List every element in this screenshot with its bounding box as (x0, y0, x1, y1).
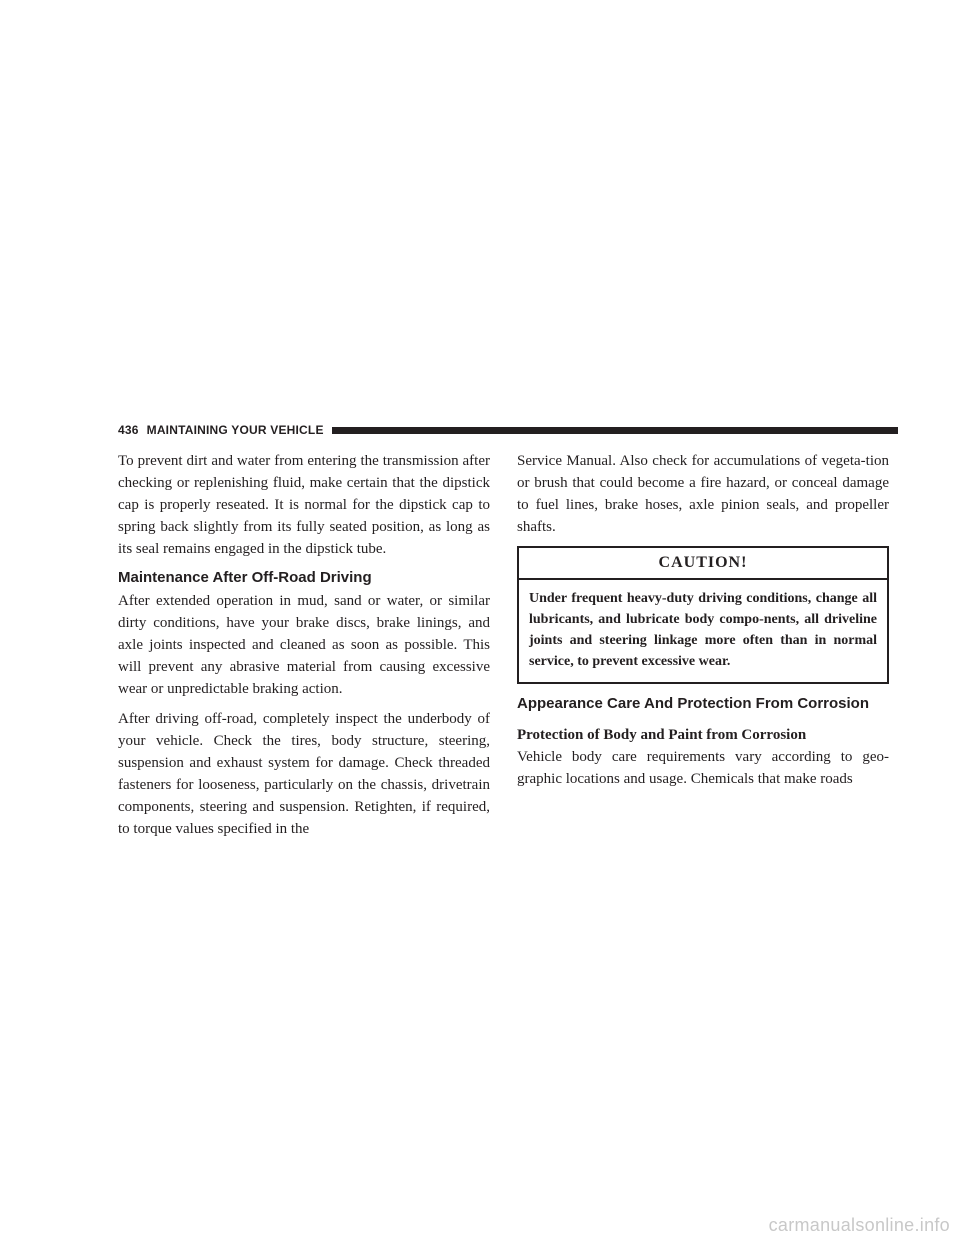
page-number: 436 (118, 423, 139, 437)
left-column (118, 450, 490, 848)
page-header (118, 421, 898, 439)
caution-title: CAUTION! (519, 548, 887, 580)
off-road-paragraph: After extended operation in mud, sand or water, or similar dirty conditions, have your brake discs, brake linings, and axle joints inspected and cleaned as soon as possible. This will prevent any abrasive material from causing excessive wear or unpredictable braking action. (118, 593, 490, 697)
right-column (517, 450, 889, 798)
caution-box (517, 546, 889, 684)
body-care-paragraph: Vehicle body care requirements vary according to geo-graphic locations and usage. Chemicals that make roads (517, 749, 889, 787)
section-title: MAINTAINING YOUR VEHICLE (146, 423, 324, 437)
caution-text: Under frequent heavy-duty driving conditions, change all lubricants, and lubricate body compo-nents, all driveline joints and steering linkage more often than in normal service, to prevent excessive wear. (529, 591, 877, 669)
transmission-paragraph: To prevent dirt and water from entering the transmission after checking or replenishing fluid, make certain that the dipstick cap is properly reseated. It is normal for the dipstick cap to spring back slightly from its fully seated position, as long as its seal remains engaged in the dipstick tube. (118, 453, 490, 557)
off-road-heading: Maintenance After Off-Road Driving (118, 569, 372, 586)
appearance-heading: Appearance Care And Protection From Corrosion (517, 695, 870, 712)
watermark-text: carmanualsonline.info (768, 1215, 950, 1235)
underbody-paragraph: After driving off-road, completely inspect the underbody of your vehicle. Check the tires, body structure, steering, suspension and exhaust system for damage. Check threaded fasteners for looseness, particularly on the chassis, drivetrain components, steering and suspension. Retighten, if required, to torque values specified in the (118, 711, 490, 837)
protection-subheading: Protection of Body and Paint from Corrosion (517, 727, 807, 743)
header-rule (332, 427, 898, 434)
service-manual-paragraph: Service Manual. Also check for accumulations of vegeta-tion or brush that could become a fire hazard, or conceal damage to fuel lines, brake hoses, axle pinion seals, and propeller shafts. (517, 453, 889, 535)
